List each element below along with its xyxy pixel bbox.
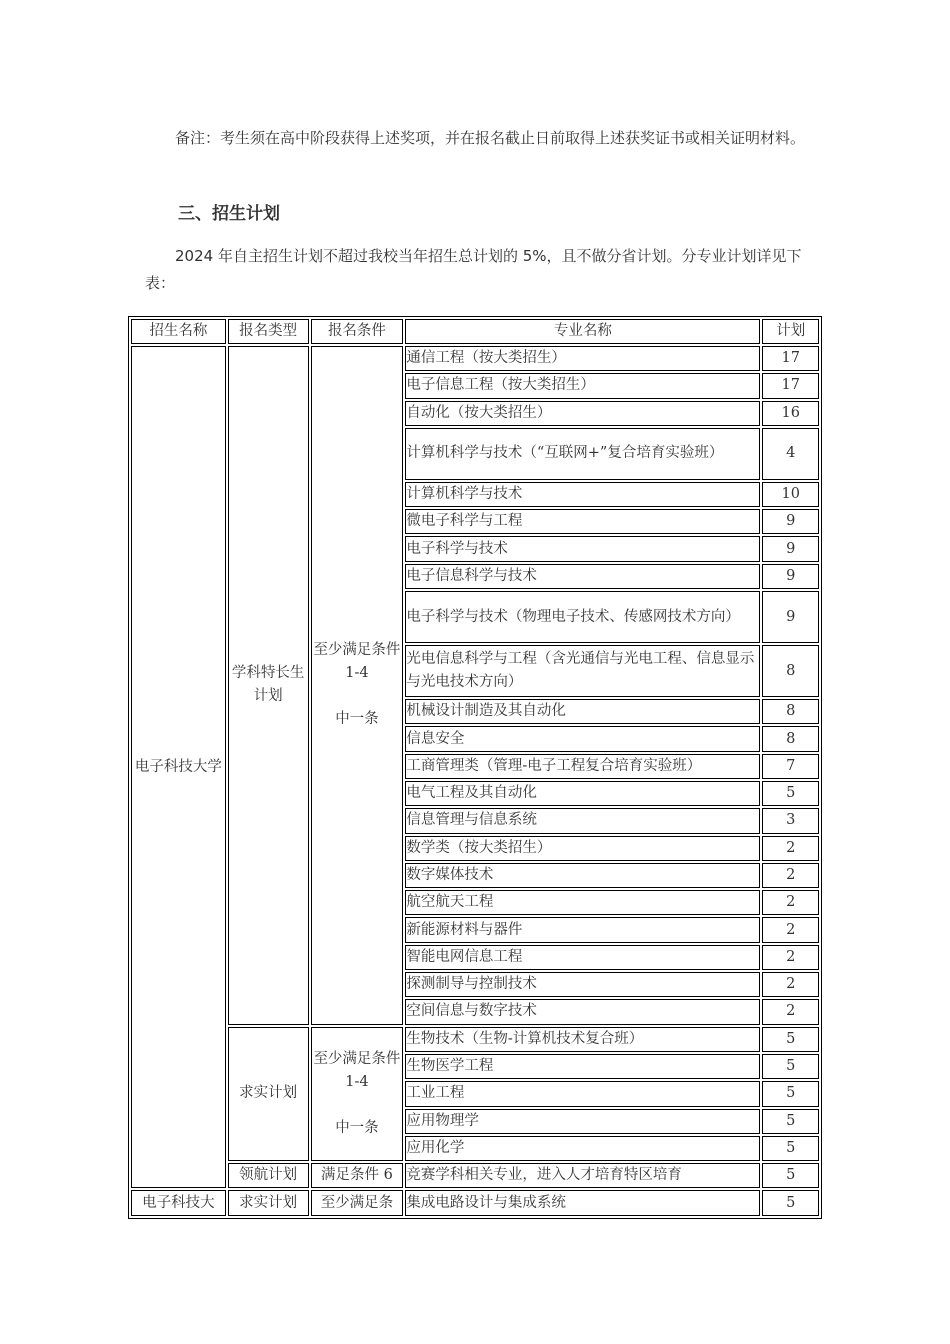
plan-cell: 2 (762, 917, 819, 942)
major-cell: 工商管理类（管理-电子工程复合培育实验班） (405, 754, 760, 779)
major-cell: 应用物理学 (405, 1109, 760, 1134)
major-cell: 电子信息工程（按大类招生） (405, 373, 760, 398)
header-type: 报名类型 (228, 319, 309, 344)
plan-cell: 5 (762, 781, 819, 806)
type-cell: 求实计划 (228, 1190, 309, 1215)
table-row (131, 346, 819, 371)
major-cell: 微电子科学与工程 (405, 509, 760, 534)
intro-paragraph: 2024 年自主招生计划不超过我校当年招生总计划的 5%，且不做分省计划。分专业计划详见下表： (145, 247, 802, 292)
major-cell: 计算机科学与技术（“互联网+”复合培育实验班） (405, 428, 760, 480)
plan-cell: 2 (762, 836, 819, 861)
major-cell: 计算机科学与技术 (405, 482, 760, 507)
enrollment-plan-table (128, 316, 822, 1219)
plan-cell: 8 (762, 645, 819, 697)
major-cell: 生物医学工程 (405, 1054, 760, 1079)
major-cell: 自动化（按大类招生） (405, 401, 760, 426)
major-cell: 电子信息科学与技术 (405, 564, 760, 589)
major-cell: 信息安全 (405, 726, 760, 751)
major-cell: 应用化学 (405, 1136, 760, 1161)
plan-cell: 5 (762, 1136, 819, 1161)
plan-cell: 2 (762, 863, 819, 888)
major-cell: 新能源材料与器件 (405, 917, 760, 942)
plan-cell: 9 (762, 509, 819, 534)
condition-line-1: 至少满足条件 1-4 (313, 642, 401, 682)
plan-cell: 9 (762, 564, 819, 589)
school-name-cell: 电子科技大学 (131, 346, 226, 1188)
section-heading: 三、招生计划 (178, 204, 280, 224)
plan-cell: 8 (762, 726, 819, 751)
major-cell: 航空航天工程 (405, 890, 760, 915)
major-cell: 数字媒体技术 (405, 863, 760, 888)
plan-cell: 8 (762, 699, 819, 724)
header-school: 招生名称 (131, 319, 226, 344)
major-cell: 数学类（按大类招生） (405, 836, 760, 861)
plan-cell: 7 (762, 754, 819, 779)
major-cell: 竞赛学科相关专业，进入人才培育特区培育 (405, 1163, 760, 1188)
condition-cell (311, 346, 404, 1025)
condition-line-2: 中一条 (335, 1119, 379, 1136)
plan-cell: 5 (762, 1081, 819, 1106)
condition-cell (311, 1027, 404, 1161)
major-cell: 信息管理与信息系统 (405, 808, 760, 833)
note-paragraph: 备注：考生须在高中阶段获得上述奖项，并在报名截止日前取得上述获奖证书或相关证明材料。 (175, 129, 806, 147)
plan-cell: 2 (762, 945, 819, 970)
plan-cell: 5 (762, 1190, 819, 1215)
type-cell: 求实计划 (228, 1027, 309, 1161)
major-cell: 工业工程 (405, 1081, 760, 1106)
header-major: 专业名称 (405, 319, 760, 344)
plan-cell: 5 (762, 1109, 819, 1134)
table-header-row (131, 319, 819, 344)
table-row (131, 1163, 819, 1188)
header-condition: 报名条件 (311, 319, 404, 344)
plan-cell: 5 (762, 1163, 819, 1188)
table-row (131, 1190, 819, 1215)
condition-cell: 满足条件 6 (311, 1163, 404, 1188)
major-cell: 集成电路设计与集成系统 (405, 1190, 760, 1215)
plan-cell: 9 (762, 536, 819, 561)
major-cell: 电子科学与技术（物理电子技术、传感网技术方向） (405, 591, 760, 643)
major-cell: 空间信息与数字技术 (405, 999, 760, 1024)
major-cell: 生物技术（生物-计算机技术复合班） (405, 1027, 760, 1052)
type-cell: 领航计划 (228, 1163, 309, 1188)
condition-line-2: 中一条 (335, 711, 379, 728)
major-cell: 电子科学与技术 (405, 536, 760, 561)
condition-cell: 至少满足条 (311, 1190, 404, 1215)
plan-cell: 2 (762, 972, 819, 997)
major-cell: 通信工程（按大类招生） (405, 346, 760, 371)
header-plan: 计划 (762, 319, 819, 344)
major-cell: 电气工程及其自动化 (405, 781, 760, 806)
plan-cell: 10 (762, 482, 819, 507)
plan-cell: 5 (762, 1027, 819, 1052)
plan-cell: 16 (762, 401, 819, 426)
school-name-cell: 电子科技大 (131, 1190, 226, 1215)
plan-cell: 5 (762, 1054, 819, 1079)
plan-cell: 3 (762, 808, 819, 833)
plan-cell: 4 (762, 428, 819, 480)
major-cell: 智能电网信息工程 (405, 945, 760, 970)
plan-cell: 17 (762, 346, 819, 371)
condition-line-1: 至少满足条件 1-4 (313, 1050, 401, 1090)
plan-cell: 2 (762, 999, 819, 1024)
major-cell: 探测制导与控制技术 (405, 972, 760, 997)
plan-cell: 17 (762, 373, 819, 398)
plan-cell: 2 (762, 890, 819, 915)
major-cell: 光电信息科学与工程（含光通信与光电工程、信息显示与光电技术方向） (405, 645, 760, 697)
type-cell: 学科特长生计划 (228, 346, 309, 1025)
plan-cell: 9 (762, 591, 819, 643)
major-cell: 机械设计制造及其自动化 (405, 699, 760, 724)
table-row (131, 1027, 819, 1052)
